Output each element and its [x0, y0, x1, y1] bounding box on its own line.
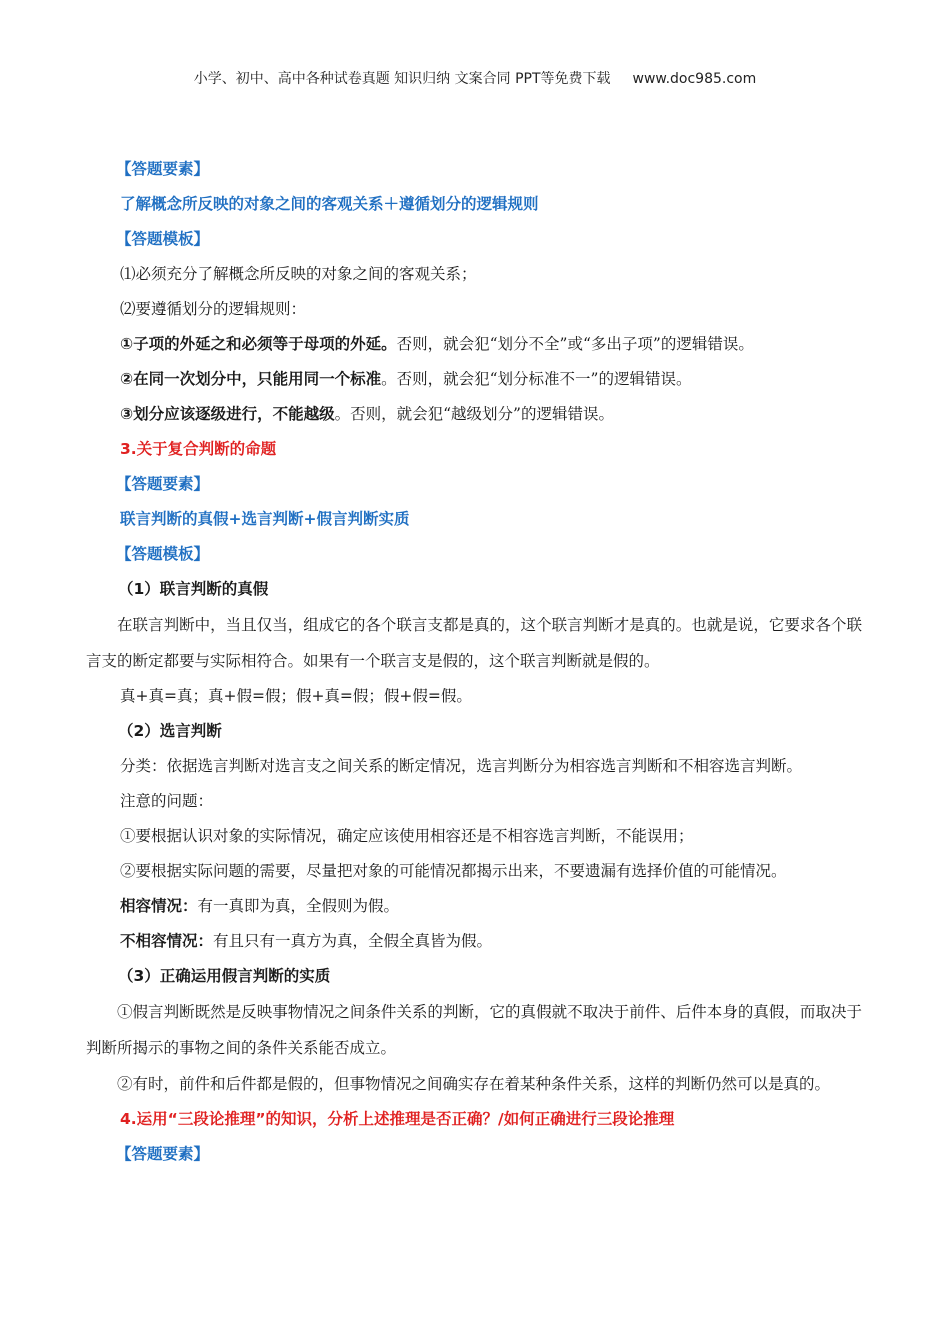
header-site[interactable]: www.doc985.com	[632, 71, 757, 87]
truth-formula: 真+真=真；真+假=假；假+真=假；假+假=假。	[120, 687, 472, 705]
classification-text: 分类：依据选言判断对选言支之间关系的断定情况，选言判断分为相容选言判断和不相容选言判断。	[120, 757, 803, 775]
incompatible-case	[116, 924, 862, 959]
subsection-2-title: （2）选言判断	[118, 722, 222, 740]
rule-1	[116, 327, 862, 362]
rule-1-bold: ①子项的外延之和必须等于母项的外延。	[120, 335, 397, 353]
answer-elements-heading: 【答题要素】	[116, 160, 210, 178]
section-4-title: 4.运用“三段论推理”的知识，分析上述推理是否正确？/如何正确进行三段论推理	[120, 1110, 675, 1128]
subsection-3-body-a: ①假言判断既然是反映事物情况之间条件关系的判断，它的真假就不取决于前件、后件本身的真假，而取决于判断所揭示的事物之间的条件关系能否成立。	[86, 1003, 862, 1057]
rule-2-rest: 。否则，就会犯“划分标准不一”的逻辑错误。	[381, 370, 692, 388]
answer-elements-heading: 【答题要素】	[116, 475, 210, 493]
rule-3	[116, 397, 862, 432]
compatible-text: 有一真即为真，全假则为假。	[197, 897, 400, 915]
rule-3-rest: 。否则，就会犯“越级划分”的逻辑错误。	[334, 405, 614, 423]
subsection-1-title: （1）联言判断的真假	[118, 580, 269, 598]
incompatible-label: 不相容情况：	[120, 932, 214, 950]
section-3-title: 3.关于复合判断的命题	[120, 440, 277, 458]
header-text: 小学、初中、高中各种试卷真题 知识归纳 文案合同 PPT等免费下载	[193, 71, 611, 87]
note-2: ②要根据实际问题的需要，尽量把对象的可能情况都揭示出来，不要遗漏有选择价值的可能情况。	[120, 862, 787, 880]
rule-2-bold: ②在同一次划分中，只能用同一个标准	[120, 370, 382, 388]
subsection-1-body: 在联言判断中，当且仅当，组成它的各个联言支都是真的，这个联言判断才是真的。也就是说，它要求各个联言支的断定都要与实际相符合。如果有一个联言支是假的，这个联言判断就是假的。	[86, 616, 862, 670]
rule-2	[116, 362, 862, 397]
note-1: ①要根据认识对象的实际情况，确定应该使用相容还是不相容选言判断，不能误用；	[120, 827, 694, 845]
answer-elements-text: 了解概念所反映的对象之间的客观关系＋遵循划分的逻辑规则	[120, 195, 539, 213]
document-body	[86, 152, 862, 1172]
notes-heading: 注意的问题：	[120, 792, 214, 810]
incompatible-text: 有且只有一真方为真，全假全真皆为假。	[213, 932, 493, 950]
answer-template-heading: 【答题模板】	[116, 230, 210, 248]
compatible-label: 相容情况：	[120, 897, 198, 915]
compatible-case	[116, 889, 862, 924]
template-item-1: ⑴必须充分了解概念所反映的对象之间的客观关系；	[120, 265, 477, 283]
rule-3-bold: ③划分应该逐级进行，不能越级	[120, 405, 335, 423]
answer-elements-heading: 【答题要素】	[116, 1145, 210, 1163]
answer-template-heading: 【答题模板】	[116, 545, 210, 563]
subsection-3-title: （3）正确运用假言判断的实质	[118, 967, 331, 985]
rule-1-rest: 否则，就会犯“划分不全”或“多出子项”的逻辑错误。	[396, 335, 754, 353]
template-item-2: ⑵要遵循划分的逻辑规则：	[120, 300, 307, 318]
page-header	[0, 68, 950, 88]
answer-elements-text: 联言判断的真假+选言判断+假言判断实质	[120, 510, 410, 528]
subsection-3-body-b: ②有时，前件和后件都是假的，但事物情况之间确实存在着某种条件关系，这样的判断仍然可以是真的。	[117, 1075, 831, 1093]
